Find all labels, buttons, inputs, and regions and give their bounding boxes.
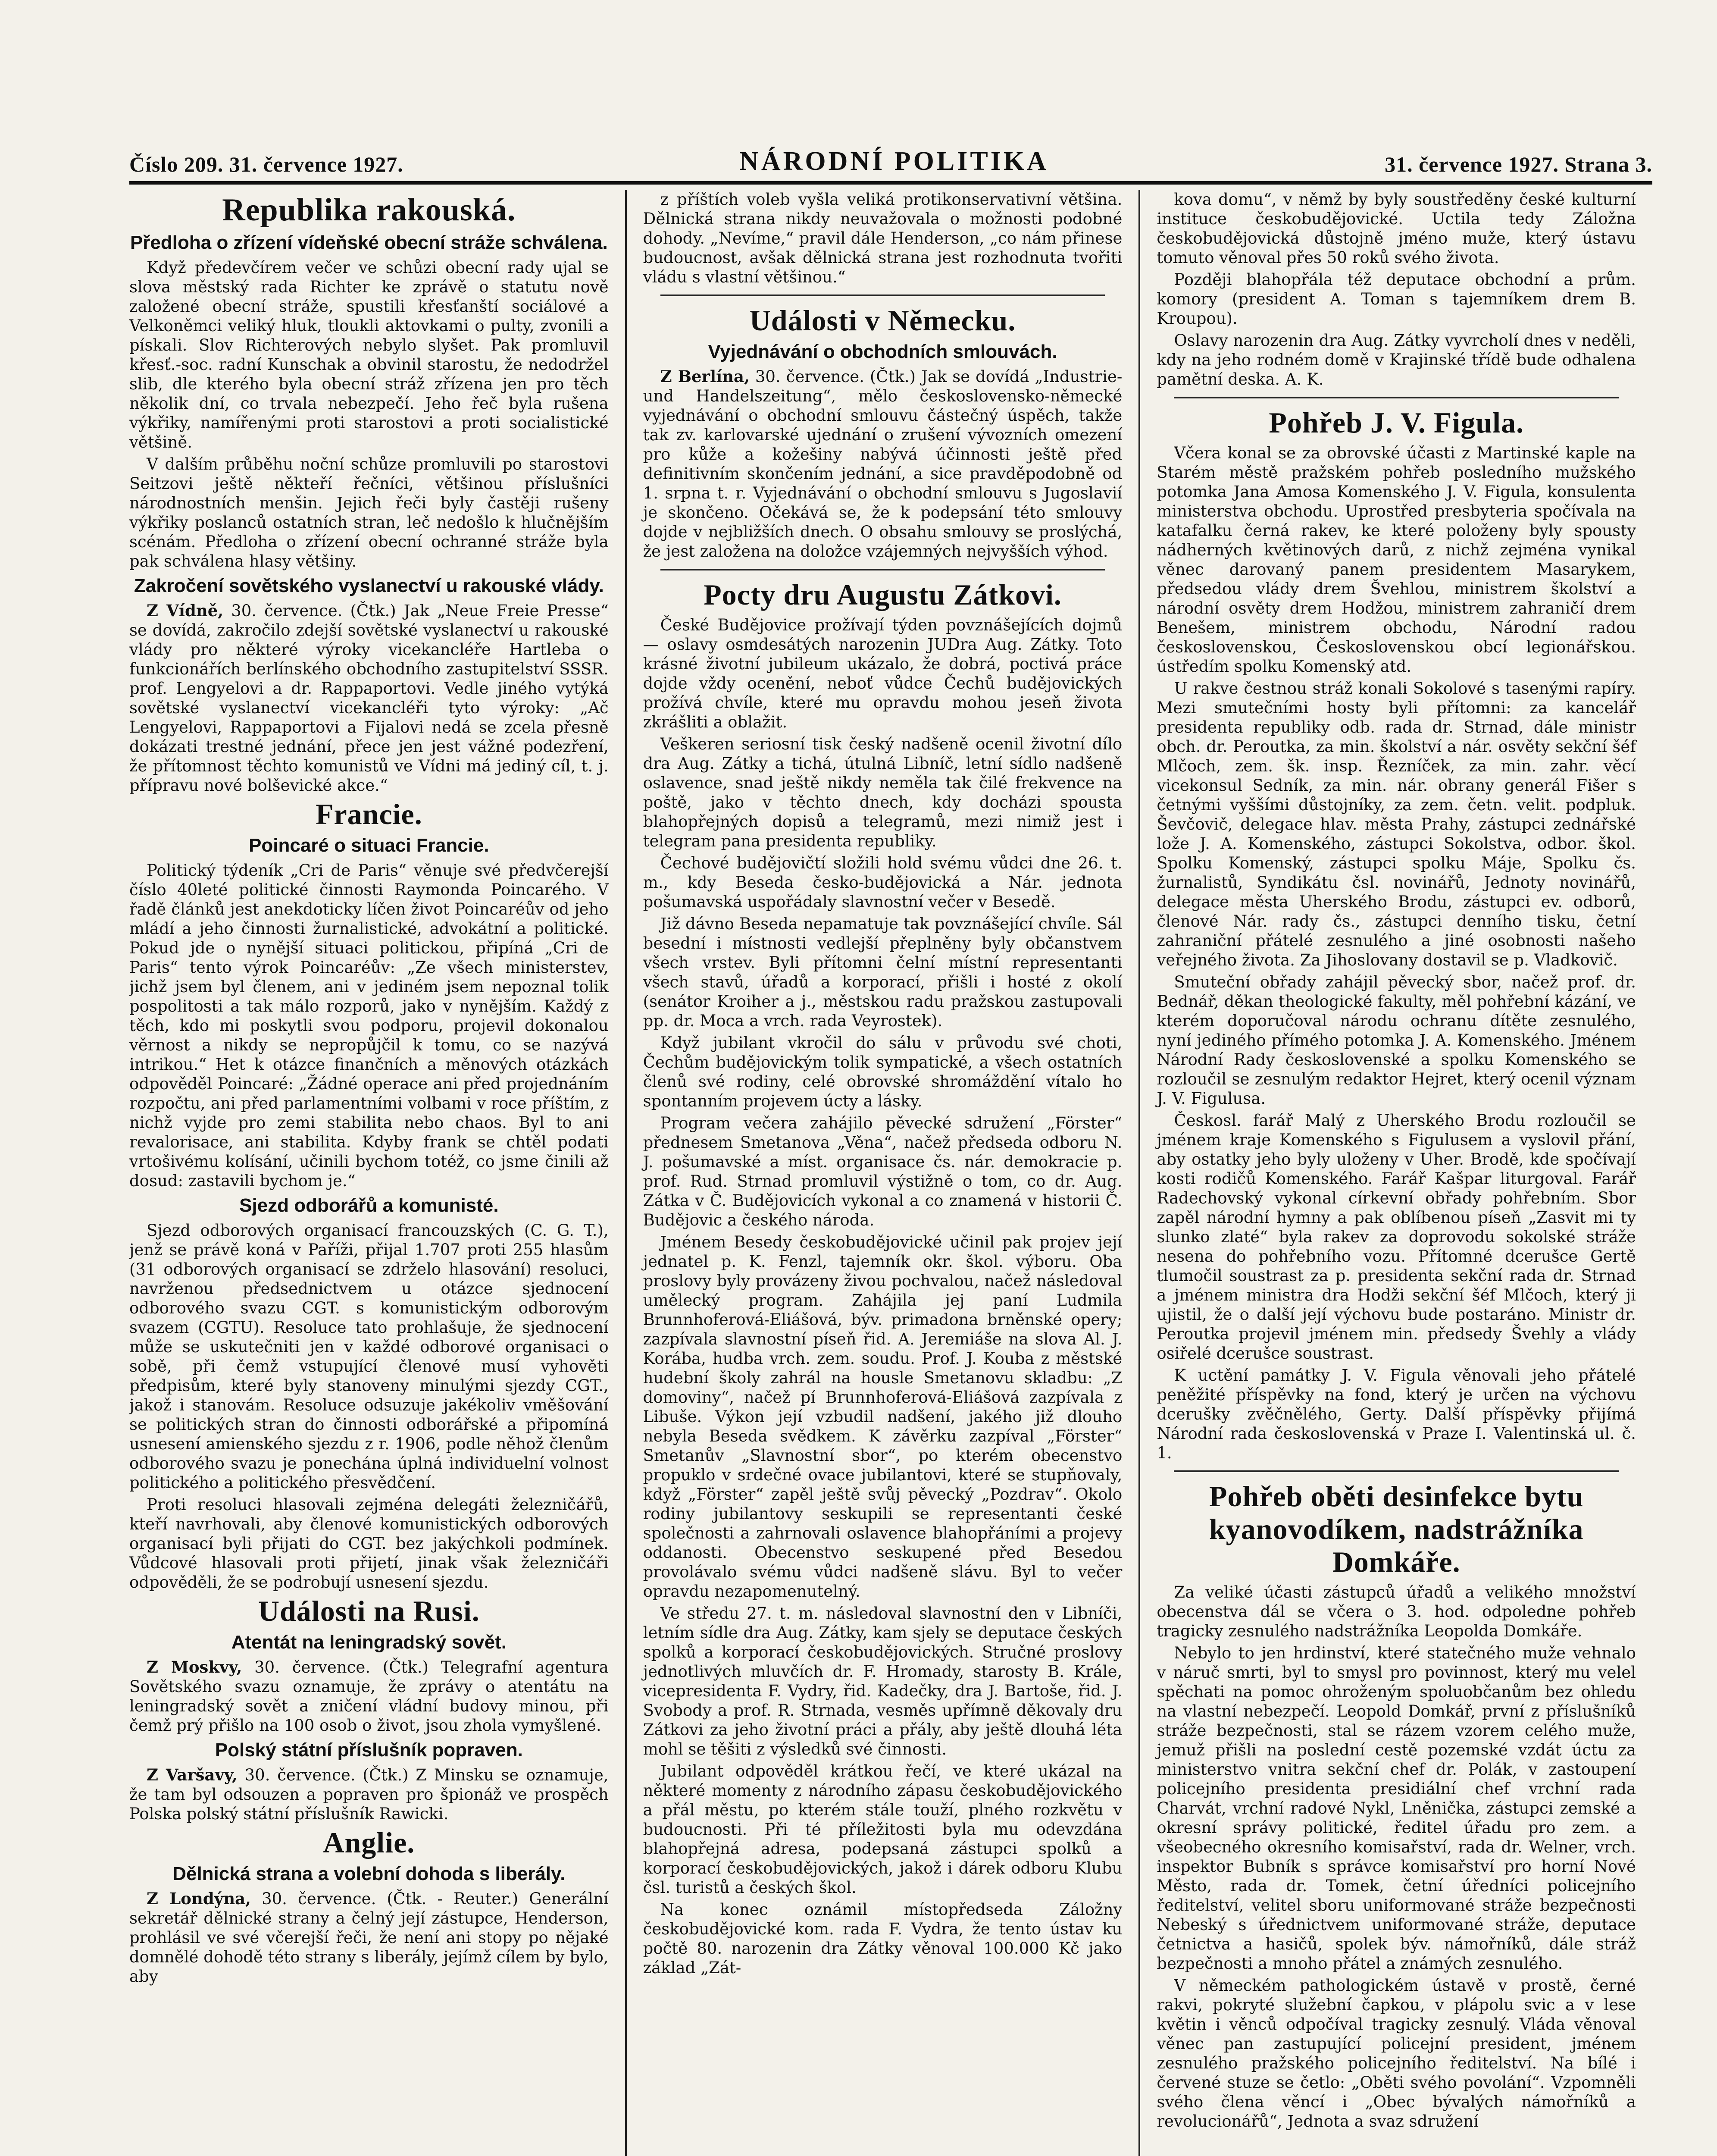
- subhead-vyjednavani: Vyjednávání o obchodních smlouvách.: [708, 341, 1057, 362]
- article-paragraph: [129, 1658, 609, 1735]
- headline-figula: Pohřeb J. V. Figula.: [1269, 406, 1524, 439]
- article-paragraph: Za veliké účasti zástupců úřadů a velikého množství obecenstva dál se včera o 3. hod. odpoledne pohřeb tragicky zesnulého nadstrážníka Leopolda Domkáře.: [1157, 1583, 1636, 1640]
- article-paragraph: Oslavy narozenin dra Aug. Zátky vyvrcholí dnes v neděli, kdy na jeho rodném domě v Krajinské třídě bude odhalena pamětní deska. A. K.: [1157, 331, 1636, 389]
- article-paragraph: kova domu“, v němž by byly soustředěny české kulturní instituce českobudějovické. Uctila tedy Záložna českobudějovická důstojně jméno muže, který ústavu tomuto věnoval přes 50 roků svého života.: [1157, 190, 1636, 267]
- article-paragraph: [643, 367, 1123, 561]
- dateline: Z Londýna,: [147, 1889, 251, 1908]
- paragraph-text: 30. července. (Čtk. - Reuter.) Generální sekretář dělnické strany a čelný její zástupce, Henderson, prohlásil ve své včerejší řeči, že není ani stopy po nějaké domnělé dohodě této strany s liberály, jejímž cílem by bylo, aby: [129, 1890, 609, 1986]
- paragraph-text: 30. července. (Čtk.) Z Minsku se oznamuje, že tam byl odsouzen a popraven pro špionáž ve prospěch Polska polský státní příslušník Rawicki.: [129, 1766, 609, 1823]
- article-paragraph: Nebylo to jen hrdinství, které statečného muže vehnalo v náruč smrti, byl to smysl pro povinnost, který mu velel spěchati na pomoc ohroženým spoluobčanům bez ohledu na vlastní nebezpečí. Leopold Domkář, první z příslušníků stráže bezpečnosti, stal se rázem vzorem celého muže, jemuž přišli na poslední cestě pozemské vzdát úctu za ministerstvo vnitra sekční chef dr. Polák, v zastoupení policejního presidenta presidiální chef vrchní rada Charvát, vrchní radové Nykl, Lněnička, zástupci zemské a okresní správy politické, ředitel úřadu pro zem. a všeobecného okresního komisařství, rada dr. Welner, vrch. inspektor Bubník s správce komisařství pro horní Nové Město, rada dr. Tomek, četní úředníci policejního ředitelství, velitel sboru uniformované stráže bezpečnosti Nebeský s úřednictvem uniformované stráže, deputace četnictva a hasičů, spolek býv. námořníků, dále stráž bezpečnosti a mnoho přátel a známých zesnulého.: [1157, 1644, 1636, 1973]
- masthead: [129, 138, 1652, 185]
- headline-rus: Události na Rusi.: [258, 1595, 480, 1627]
- divider: [660, 569, 1105, 570]
- divider: [1174, 1470, 1619, 1472]
- paragraph-text: 30. července. (Čtk.) Telegrafní agentura Sovětského svazu oznamuje, že zprávy o atentátu na leningradský sovět a zničení vládní budovy minou, při čemž prý přišlo na 100 osob o život, jsou zhola vymyšlené.: [129, 1658, 609, 1735]
- article-paragraph: [129, 601, 609, 795]
- article-paragraph: Smuteční obřady zahájil pěvecký sbor, načež prof. dr. Bednář, děkan theologické fakulty, měl pohřební kázání, ve kterém doporučoval národu ochranu dítěte zesnulého, nyní jediného přímého potomka J. A. Komenského. Jménem Národní Rady československé a spolku Komenského se rozloučil se zesnulým redaktor Hejret, který ocenil význam J. V. Figulusa.: [1157, 973, 1636, 1108]
- article-paragraph: Čechové budějovičtí složili hold svému vůdci dne 26. t. m., kdy Beseda česko-budějovická a Nár. jednota pošumavská uspořádaly slavnostní večer v Besedě.: [643, 854, 1123, 911]
- article-paragraph: [129, 1765, 609, 1824]
- subhead-sjezd: Sjezd odborářů a komunisté.: [239, 1195, 499, 1216]
- paragraph-text: 30. července. (Čtk.) Jak „Neue Freie Presse“ se dovídá, zakročilo zdejší sovětské vyslanectví u rakouské vlády pro některé výroky vicekancléře Hartleba o funkcionářích berlínského obchodního zastupitelství SSSR. prof. Lengyelovi a dr. Rappaportovi. Vedle jiného vytýká sovětské vyslanectví vicekancléři tyto výroky: „Ač Lengyelovi, Rappaportovi a Fijalovi nedá se zcela přesně dokázati trestné jednání, přece jen jest vážné podezření, že přítomnost těchto komunistů ve Vídni má jediný cíl, t. j. přípravu nové bolševické akce.“: [129, 602, 609, 795]
- headline-domkar: Pohřeb oběti desinfekce bytu kyanovodíkem, nadstrážníka Domkáře.: [1209, 1480, 1584, 1578]
- article-paragraph: [129, 1889, 609, 1986]
- article-paragraph: Včera konal se za obrovské účasti z Martinské kaple na Starém městě pražském pohřeb posledního mužského potomka Jana Amosa Komenského J. V. Figula, konsulenta ministerstva obchodu. Uprostřed presbyteria spočívala na katafalku černá rakev, ke které položeny byly spousty nádherných květinových darů, z nichž zejména vynikal věnec darovaný panem presidentem Masarykem, předsedou vlády drem Švehlou, ministrem školství a národní osvěty drem Hodžou, ministrem zahraničí drem Benešem, ministrem obchodu, Národní radou československou, Československou obcí legionářskou. ústředím spolku Komenský atd.: [1157, 444, 1636, 676]
- article-paragraph: Na konec oznámil místopředseda Záložny českobudějovické kom. rada F. Vydra, že tento ústav ku počtě 80. narozenin dra Zátky věnoval 100.000 Kč jako základ „Zát-: [643, 1900, 1123, 1977]
- headline-anglie: Anglie.: [323, 1826, 415, 1859]
- subhead-popraven: Polský státní příslušník popraven.: [215, 1739, 523, 1761]
- article-paragraph: z příštích voleb vyšla veliká protikonservativní většina. Dělnická strana nikdy neuvažovala o možnosti podobné dohody. „Nevíme,“ pravil dále Henderson, „co nám přinese budoucnost, avšak dělnická strana jest rozhodnuta tvořiti vládu s vlastní většinou.“: [643, 190, 1123, 286]
- article-paragraph: Ve středu 27. t. m. následoval slavnostní den v Libníči, letním sídle dra Aug. Zátky, kam sjely se deputace českých spolků a korporací českobudějovických. Stručné proslovy jednotlivých mluvčích dr. F. Hromady, starosty B. Krále, vicepresidenta F. Vydry, řid. Kadečky, dra J. Bartoše, řid. J. Svobody a prof. R. Strnada, vesměs upřímně děkovaly dru Zátkovi za jeho životní práci a přály, aby ještě dlouhá léta mohl se těšiti z výsledků své činnosti.: [643, 1604, 1123, 1758]
- subhead-atentat: Atentát na leningradský sovět.: [231, 1632, 507, 1653]
- article-paragraph: K uctění památky J. V. Figula věnovali jeho přátelé peněžité příspěvky na fond, který je určen na výchovu dcerušky zvěčnělého, Gerty. Další příspěvky přijímá Národní rada československá v Praze I. Valentinská ul. č. 1.: [1157, 1366, 1636, 1462]
- dateline: Z Moskvy,: [147, 1658, 242, 1677]
- dateline: Z Vídně,: [147, 601, 224, 620]
- subhead-delnicka: Dělnická strana a volební dohoda s liberály.: [172, 1863, 566, 1884]
- article-paragraph: V dalším průběhu noční schůze promluvili po starostovi Seitzovi ještě někteří řečníci, většinou příslušníci národnostních menšin. Jejich řeči byly častěji rušeny výkřiky poslanců ostatních stran, leč nedošlo k hlučnějším scénám. Předloha o zřízení obecní ochranné stráže byla pak schválena hlasy většiny.: [129, 455, 609, 570]
- article-paragraph: Českosl. farář Malý z Uherského Brodu rozloučil se jménem kraje Komenského s Figulusem a vyslovil přání, aby ostatky jeho byly uloženy v Uher. Brodě, kde spočívají kosti rodičů Komenského. Farář Kašpar liturgoval. Farář Radechovský vykonal církevní obřady pohřebním. Sbor zapěl národní hymny a pak oblíbenou píseň „Zasvit mi ty slunko zlaté“ byla rakev za doprovodu sokolské stráže nesena do pohřebního vozu. Přítomné dcerušce Gertě tlumočil soustrast za p. presidenta sekční rada dr. Strnad a jménem ministra dra Hodži sekční šéf Mlčoch, který ji ujistil, že o další její výchovu bude postaráno. Ministr dr. Peroutka projevil jménem min. předsedy Švehly a vlády osiřelé dcerušce soustrast.: [1157, 1111, 1636, 1363]
- article-paragraph: Když jubilant vkročil do sálu v průvodu své choti, Čechům budějovickým tolik sympatické, a všech ostatních členů své rodiny, celé obrovské shromáždění vítalo ho spontanním projevem úcty a lásky.: [643, 1034, 1123, 1110]
- article-paragraph: Program večera zahájilo pěvecké sdružení „Förster“ přednesem Smetanova „Věna“, načež předseda odboru N. J. pošumavské a míst. organisace čs. nár. demokracie p. prof. Rud. Strnad promluvil výstižně o tom, co dr. Aug. Zátka v Č. Budějovicích vykonal a co znamená v historii Č. Budějovic a českého národa.: [643, 1114, 1123, 1229]
- column-2: [627, 190, 1141, 2156]
- article-paragraph: V německém pathologickém ústavě v prostě, černé rakvi, pokryté služební čapkou, v plápolu svic a v lese květin i věnců odpočíval tragicky zesnulý. Vláda věnoval věnec pan zastupující policejní president, jménem zesnulého pražského policejního ředitelství. Na bílé i červené stuze se četlo: „Oběti svého povolání“. Vzpomněli svého člena věncí i „Obec bývalých námořníků a revolucionářů“, Jednota a svaz sdružení: [1157, 1976, 1636, 2131]
- columns: [129, 190, 1652, 2156]
- divider: [660, 295, 1105, 296]
- article-paragraph: Politický týdeník „Cri de Paris“ věnuje své předvčerejší číslo 40leté politické činnosti Raymonda Poincarého. V řadě článků jest anekdoticky líčen život Poincaréův od jeho mládí a jeho činnosti žurnalistické, advokátní a politické. Pokud jde o nynější situaci politickou, připíná „Cri de Paris“ tento výrok Poincaréův: „Ze všech ministerstev, jichž jsem byl členem, ani v jediném jsem nepoznal tolik pospolitosti a tak málo rozporů, jako v nynějším. Každý z těch, kdo mi poskytli svou podporu, projevil dokonalou věrnost a nikdy se nepropůjčil k tomu, co se nazývá intrikou.“ Het k otázce finančních a měnových otázkách odpověděl Poincaré: „Žádné operace ani před projednáním rozpočtu, ani před parlamentními volbami v roce příštím, z nichž vyjde pro zemi stabilita nebo chaos. Byl to ani revalorisace, ani stabilita. Kdyby frank se chtěl podati vrtošivému kolísání, učinili bychom totéž, co jsme činili až dosud: zastavili bychom je.“: [129, 861, 609, 1190]
- article-paragraph: Později blahopřála též deputace obchodní a prům. komory (president A. Toman s tajemníkem drem B. Kroupou).: [1157, 270, 1636, 328]
- subhead-predloha: Předloha o zřízení vídeňské obecní stráže schválena.: [130, 232, 608, 253]
- article-paragraph: Proti resoluci hlasovali zejména delegáti železničářů, kteří navrhovali, aby členové komunistických odborových organisací byli přijati do CGT. bez jakýchkoli podmínek. Vůdcové hlasovali proti přijetí, jinak však železničáři odpověděli, že se podrobují usnesení sjezdu.: [129, 1495, 609, 1592]
- dateline: Z Berlína,: [660, 367, 750, 386]
- column-3: [1140, 190, 1652, 2156]
- paragraph-text: 30. července. (Čtk.) Jak se dovídá „Industrie- und Handelszeitung“, mělo československo-německé vyjednávání o obchodní smlouvu částečný úspěch, takže tak zv. karlovarské ujednání o zrušení vývozních omezení pro kůže a kožešiny nabývá účinnosti ještě před definitivním skončením jednání, a sice pravděpodobně od 1. srpna t. r. Vyjednávání o obchodní smlouvu s Jugoslavií je skončeno. Očekává se, že k podepsání této smlouvy dojde v nejbližších dnech. O obsahu smlouvy se proslýchá, že jest založena na doložce vzájemných nejvyšších výhod.: [643, 367, 1123, 561]
- headline-pocty: Pocty dru Augustu Zátkovi.: [704, 578, 1062, 611]
- header-right: 31. července 1927. Strana 3.: [1385, 152, 1652, 176]
- article-paragraph: U rakve čestnou stráž konali Sokolové s tasenými rapíry. Mezi smutečními hosty byli přítomni: za kancelář presidenta republiky odb. rada dr. Strnad, dále ministr obch. dr. Peroutka, za min. školství a nár. osvěty sekční šéf Mlčoch, zem. šk. insp. Řezníček, za min. zahr. věcí vicekonsul Sedník, za min. nár. obrany generál Fišer s četnými vyššími důstojníky, za zem. četn. velit. podpluk. Ševčovič, delegace hlav. města Prahy, zástupci zednářské lože J. A. Komenského, zástupci Sokolstva, odbor. škol. Spolku Komenský, zástupci spolku Máje, Spolku čs. žurnalistů, Syndikátu čsl. novinářů, Jednoty novinářů, delegace města Uherského Brodu, zástupci ev. odborů, členové Nár. rady čs., zástupci denního tisku, četní zahraniční přátelé zesnulého a jiné osobnosti našeho veřejného života. Za Jihoslovany dostavil se p. Vladkovič.: [1157, 679, 1636, 969]
- article-paragraph: České Budějovice prožívají týden povznášejících dojmů — oslavy osmdesátých narozenin JUDra Aug. Zátky. Toto krásné životní jubileum ukázalo, že dobrá, poctivá práce dojde vždy ocenění, neboť vůdce Čechů budějovických prožívá chvíle, které mu opravdu mohou jeseň života zkrášliti a oblažit.: [643, 616, 1123, 731]
- dateline: Z Varšavy,: [147, 1765, 238, 1784]
- header-left: Číslo 209. 31. července 1927.: [129, 152, 403, 176]
- article-paragraph: Již dávno Beseda nepamatuje tak povznášející chvíle. Sál besední i místnosti vedlejší přeplněny byly občanstvem všech vrstev. Byli přítomni čelní místní representanti všech stavů, úřadů a korporací, přišli i hosté z okolí (senátor Kroiher a j., městskou radu pražskou zastupovali pp. dr. Moca a vrch. rada Veyrostek).: [643, 915, 1123, 1030]
- headline-francie: Francie.: [315, 798, 422, 830]
- subhead-zakroceni: Zakročení sovětského vyslanectví u rakouské vlády.: [134, 575, 604, 596]
- article-paragraph: Když předevčírem večer ve schůzi obecní rady ujal se slova městský rada Richter ke zprávě o statutu nově založené obecní stráže, spustili křesťanští sociálové a Velkoněmci veliký hluk, tloukli aktovkami o pulty, zvonili a pískali. Slov Richterových nebylo slyšet. Pak promluvil křesť.-soc. radní Kunschak a obvinil starostu, že nedodržel slib, dle kterého byla obecní stráž zřízena jen pro těch několik dní, co trvala nebezpečí. Jeho řeč byla rušena výkřiky, namířenými proti starostovi a proti socialistické většině.: [129, 258, 609, 451]
- article-paragraph: Jubilant odpověděl krátkou řečí, ve které ukázal na některé momenty z národního zápasu českobudějovického a přál městu, po kterém stále touží, plného rozkvětu v budoucnosti. Při té příležitosti byla mu odevzdána blahopřejná adresa, podepsaná zástupci spolků a korporací českobudějovických, jakož i dárek odboru Klubu čsl. turistů a českých škol.: [643, 1762, 1123, 1897]
- article-paragraph: Sjezd odborových organisací francouzských (C. G. T.), jenž se právě koná v Paříži, přijal 1.707 proti 255 hlasům (31 odborových organisací se zdrželo hlasování) resoluci, navrženou předsednictvem u otázce sjednocení odborového svazu CGT. s komunistickým odborovým svazem (CGTU). Resoluce tato prohlašuje, že sjednocení může se uskutečniti jen v každé odborové organisaci o sobě, při čemž vstupující členové musí vyhověti předpisům, které byly stanoveny minulými sjezdy CGT., jakož i stanovám. Resoluce odsuzuje jakékoliv vměšování se politických stran do činnosti odborářské a připomíná usnesení amienského sjezdu z r. 1906, podle něhož členům odborového svazu je ponechána úplná individuelní volnost politického a politického přesvědčení.: [129, 1221, 609, 1492]
- divider: [1174, 397, 1619, 398]
- headline-republika: Republika rakouská.: [222, 192, 516, 228]
- column-1: [129, 190, 627, 2156]
- headline-nemecko: Události v Německu.: [749, 304, 1016, 337]
- article-paragraph: Jménem Besedy českobudějovické učinil pak projev její jednatel p. K. Fenzl, tajemník okr. škol. výboru. Oba proslovy byly provázeny živou pochvalou, načež následoval umělecký program. Zahájila jej paní Ludmila Brunnhoferová-Eliášová, býv. primadona brněnské opery; zazpívala slavnostní píseň řid. A. Jeremiáše na slova Al. J. Korába, hudba vrch. zem. soudu. Prof. J. Kouba z městské hudební školy zahrál na housle Smetanovu skladbu: „Z domoviny“, načež pí Brunnhoferová-Eliášová zazpívala z Libuše. Výkon její vzbudil nadšení, jakého již dlouho nebyla Beseda svědkem. K závěrku zazpíval „Förster“ Smetanův „Slavnostní sbor“, po kterém obecenstvo propuklo v srdečné ovace jubilantovi, které se stupňovaly, když „Förster“ zapěl ještě svůj pěvecký „Pozdrav“. Okolo rodiny jubilantovy seskupili se representanti české společnosti a zahrnovali oslavence blahopřáními a projevy oddanosti. Obecenstvo seskupené před Besedou provolávalo svému vůdci nadšeně slávu. Byl to večer opravdu nezapomenutelný.: [643, 1233, 1123, 1601]
- subhead-poincare: Poincaré o situaci Francie.: [249, 835, 489, 856]
- newspaper-title: NÁRODNÍ POLITIKA: [739, 147, 1049, 176]
- article-paragraph: Veškeren seriosní tisk český nadšeně ocenil životní dílo dra Aug. Zátky a tichá, útulná Libníč, letní sídlo nadšeně oslavence, snad ještě nikdy neměla tak čilé frekvence na poště, jako v těchto dnech, kdy docházi spousta blahopřejných dopisů a telegramů, mezi nimiž jest i telegram pana presidenta republiky.: [643, 735, 1123, 850]
